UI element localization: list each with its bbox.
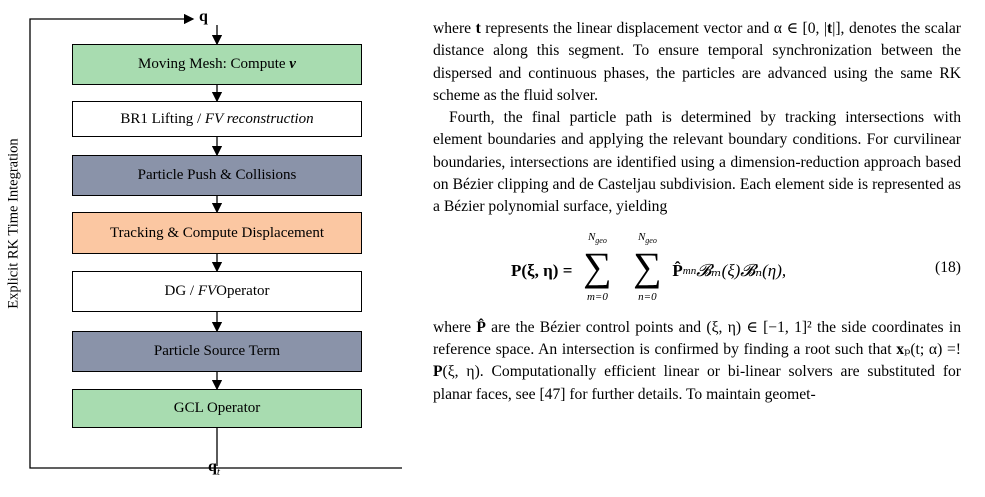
text-column <box>433 18 961 406</box>
equation-number: (18) <box>935 258 961 276</box>
equation-lhs: P(ξ, η) = <box>511 260 573 280</box>
output-state-label: $q_t$ <box>208 458 220 479</box>
step-moving-mesh: Moving Mesh: Compute ν <box>72 44 362 85</box>
input-state-label: q <box>199 8 208 25</box>
equation-body: P(ξ, η) = $N_{geo}$ ∑ m=0 $N_{geo}$ ∑ n=0 P̂ mn 𝓑ₘ(ξ)𝓑ₙ(η), <box>511 231 786 311</box>
paragraph-displacement: where t represents the linear displacement vector and α ∈ [0, |t|], denotes the scalar distance along this segment. To ensure temporal synchronization between the dispersed and continuous phases, the particles are advanced using the same RK scheme as the fluid solver. <box>433 20 961 104</box>
step-gcl-operator: GCL Operator <box>72 389 362 428</box>
step-tracking: Tracking & Compute Displacement <box>72 212 362 254</box>
step-particle-source: Particle Source Term <box>72 331 362 372</box>
step-dg-operator: DG / FV Operator <box>72 271 362 312</box>
sum-n: $N_{geo}$ ∑ n=0 <box>633 230 662 303</box>
rk-loop-label: Explicit RK Time Integration <box>5 138 22 309</box>
paragraph-intersection: where P̂ are the Bézier control points and (ξ, η) ∈ [−1, 1]² the side coordinates in reference space. An intersection is confirmed by finding a root such that xₚ(t; α) =! P(ξ, η). Computationally efficient linear or bi-linear solvers are substituted for planar faces, see [47] for further details. To maintain geomet- <box>433 318 961 403</box>
equation-18 <box>433 219 961 317</box>
flowchart <box>0 0 420 497</box>
step-br1-lifting: BR1 Lifting / FV reconstruction <box>72 101 362 137</box>
step-particle-push: Particle Push & Collisions <box>72 155 362 196</box>
sum-m: $N_{geo}$ ∑ m=0 <box>583 230 612 303</box>
paragraph-tracking: Fourth, the final particle path is determined by tracking intersections with element boundaries and applying the relevant boundary conditions. For curvilinear boundaries, intersections are identified using a dimension-reduction approach based on Bézier clipping and de Casteljau subdivision. Each element side is represented as a Bézier polynomial surface, yielding <box>433 109 961 216</box>
